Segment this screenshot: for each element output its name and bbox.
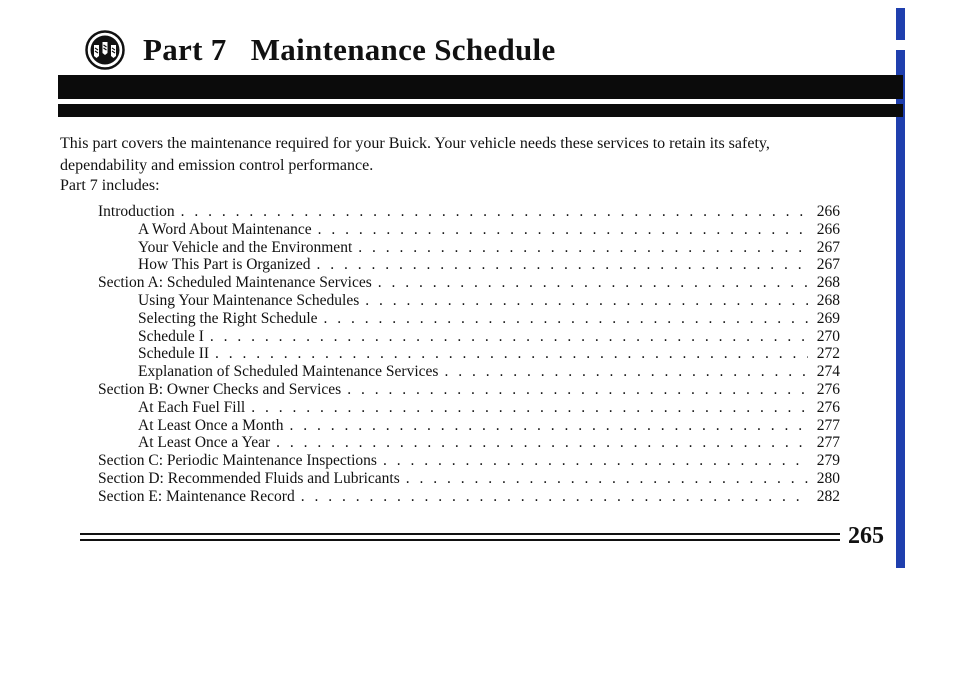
toc-entry [60, 488, 840, 506]
side-tab-mark [896, 40, 905, 50]
toc-entry-page: 268 [816, 274, 840, 292]
toc-entry-title: At Each Fuel Fill [138, 398, 246, 416]
toc-entry-page: 277 [816, 434, 840, 452]
toc-dot-leader [251, 399, 808, 417]
toc-entry-title: Introduction [98, 203, 175, 220]
toc-entry [60, 221, 840, 239]
toc-dot-leader [347, 381, 808, 399]
footer-rule [80, 539, 840, 541]
toc-entry-title: At Least Once a Month [138, 416, 284, 434]
toc-entry-title: Section B: Owner Checks and Services [98, 380, 342, 398]
toc-entry-page: 277 [816, 416, 840, 434]
toc-dot-leader [444, 363, 808, 381]
toc-entry [60, 363, 840, 381]
toc-entry-title: How This Part is Organized [138, 256, 311, 274]
toc-dot-leader [317, 256, 809, 274]
toc-entry [60, 203, 840, 221]
toc-entry-title: Using Your Maintenance Schedules [138, 291, 360, 309]
toc-dot-leader [215, 345, 808, 363]
toc-entry-page: 272 [816, 345, 840, 363]
page-number: 265 [848, 523, 884, 549]
toc-dot-leader [181, 203, 808, 221]
toc-entry [60, 274, 840, 292]
toc-entry-title: Schedule I [138, 327, 204, 345]
toc-entry [60, 328, 840, 346]
toc-entry-page: 274 [816, 363, 840, 381]
toc-entry [60, 256, 840, 274]
toc-dot-leader [290, 417, 809, 435]
toc-entry-title: Section E: Maintenance Record [98, 487, 295, 505]
toc-entry-page: 282 [816, 487, 840, 505]
toc-entry-page: 268 [816, 291, 840, 309]
toc-dot-leader [276, 434, 808, 452]
table-of-contents [60, 203, 840, 506]
toc-entry-title: Explanation of Scheduled Maintenance Services [138, 363, 439, 381]
part-header [85, 28, 556, 72]
toc-entry-page: 266 [816, 220, 840, 238]
toc-entry-title: Your Vehicle and the Environment [138, 238, 353, 256]
toc-entry [60, 452, 840, 470]
toc-entry-page: 279 [816, 452, 840, 470]
toc-dot-leader [301, 488, 808, 506]
toc-entry-title: At Least Once a Year [138, 434, 271, 452]
toc-entry-title: Section C: Periodic Maintenance Inspections [98, 452, 377, 470]
header-band-thick [58, 75, 903, 99]
toc-entry-page: 270 [816, 327, 840, 345]
toc-dot-leader [358, 239, 808, 257]
toc-entry-page: 266 [816, 203, 840, 220]
toc-entry-page: 276 [816, 380, 840, 398]
toc-entry [60, 310, 840, 328]
toc-entry [60, 434, 840, 452]
header-band-thin [58, 104, 903, 117]
toc-dot-leader [378, 274, 808, 292]
intro-paragraph: This part covers the maintenance required for your Buick. Your vehicle needs these services to retain its safety, dependability and emission control performance. [60, 135, 770, 174]
toc-entry-page: 267 [816, 256, 840, 274]
toc-entry-page: 267 [816, 238, 840, 256]
includes-label: Part 7 includes: [60, 177, 160, 194]
toc-entry-title: Section D: Recommended Fluids and Lubricants [98, 469, 400, 487]
page-title: Part 7 Maintenance Schedule [143, 32, 556, 67]
toc-entry [60, 239, 840, 257]
footer-rule [80, 533, 840, 535]
toc-entry [60, 292, 840, 310]
toc-entry-title: Section A: Scheduled Maintenance Services [98, 274, 372, 292]
buick-tri-shield-icon [85, 30, 125, 70]
toc-entry-page: 280 [816, 469, 840, 487]
toc-entry-page: 269 [816, 309, 840, 327]
toc-dot-leader [383, 452, 808, 470]
toc-dot-leader [210, 328, 808, 346]
toc-entry [60, 399, 840, 417]
toc-entry [60, 381, 840, 399]
toc-entry-page: 276 [816, 398, 840, 416]
toc-entry [60, 345, 840, 363]
toc-entry [60, 417, 840, 435]
toc-dot-leader [406, 470, 808, 488]
toc-entry-title: Selecting the Right Schedule [138, 309, 318, 327]
toc-entry-title: A Word About Maintenance [138, 220, 312, 238]
toc-dot-leader [318, 221, 808, 239]
toc-entry-title: Schedule II [138, 345, 210, 363]
toc-dot-leader [324, 310, 808, 328]
toc-entry [60, 470, 840, 488]
toc-dot-leader [365, 292, 808, 310]
